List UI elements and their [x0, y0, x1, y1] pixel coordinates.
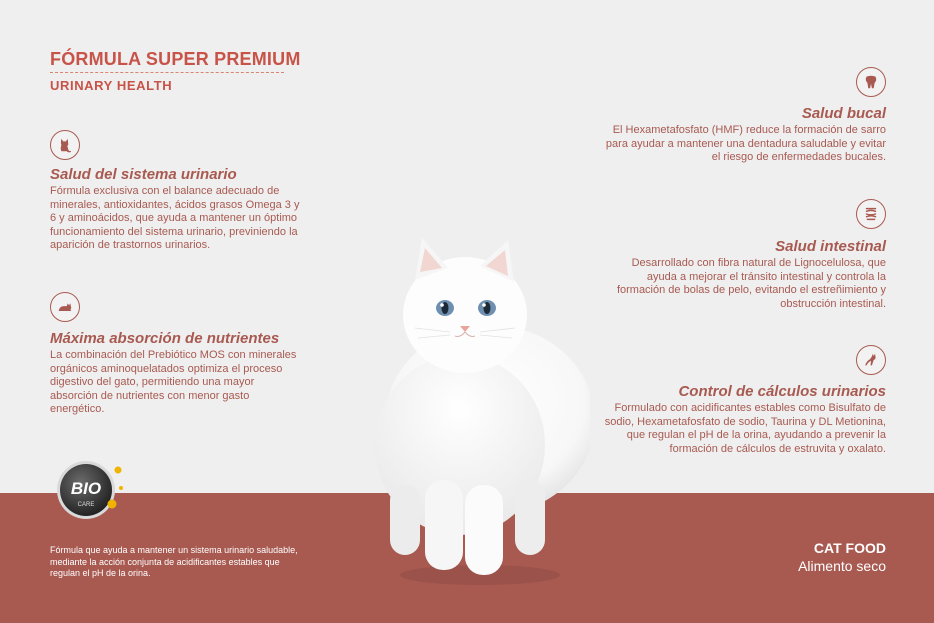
- bio-care-badge: [48, 458, 128, 522]
- feature-urinary-system: [50, 166, 300, 253]
- feature-oral-health: [600, 105, 886, 165]
- badge-main-text: BIO: [70, 479, 102, 498]
- product-title: CAT FOOD: [813, 540, 886, 556]
- feature-text: Desarrollado con fibra natural de Lignocelulosa, que ayuda a mejorar el tránsito intestinal y controla la formación de bolas de pelo, evitando el estreñimiento y obstrucción intestinal.: [616, 257, 886, 310]
- bottom-note: Fórmula que ayuda a mantener un sistema urinario saludable, mediante la acción conjunta de acidificantes estables que regulan el pH de la orina.: [50, 545, 298, 578]
- feature-title: Salud del sistema urinario: [50, 166, 237, 183]
- tooth-icon: [856, 67, 886, 97]
- brand-subtitle: URINARY HEALTH: [50, 78, 173, 93]
- feature-text: La combinación del Prebiótico MOS con minerales orgánicos aminoquelatados optimiza el proceso digestivo del gato, permitiendo una mayor absorción de nutrientes con menor gasto energético.: [50, 349, 297, 415]
- feature-title: Salud intestinal: [775, 238, 886, 255]
- feature-title: Salud bucal: [801, 105, 886, 122]
- product-subtitle: Alimento seco: [798, 558, 886, 574]
- badge-sub-text: CARE: [77, 502, 95, 508]
- feature-intestinal-health: [600, 238, 886, 311]
- cat-walking-icon: [856, 345, 886, 375]
- feature-title: Máxima absorción de nutrientes: [50, 330, 280, 347]
- brand-divider: [50, 72, 284, 73]
- white-cat-image: [330, 230, 590, 590]
- feature-title: Control de cálculos urinarios: [678, 383, 886, 400]
- intestine-icon: [856, 199, 886, 229]
- feature-nutrient-absorption: [50, 330, 300, 417]
- feature-urinary-stones: [600, 383, 886, 456]
- brand-title: FÓRMULA SUPER PREMIUM: [50, 49, 301, 69]
- feature-text: El Hexametafosfato (HMF) reduce la formación de sarro para ayudar a mantener una dentadura saludable y evitar el riesgo de enfermedades bucales.: [605, 124, 886, 163]
- cat-lying-icon: [50, 292, 80, 322]
- feature-text: Formulado con acidificantes estables como Bisulfato de sodio, Hexametafosfato de sodio, Taurina y DL Metionina, que regulan el pH de la orina, ayudando a prevenir la formación de cálculos de estruvita y oxalato.: [604, 402, 886, 455]
- cat-sitting-icon: [50, 130, 80, 160]
- feature-text: Fórmula exclusiva con el balance adecuado de minerales, antioxidantes, ácidos grasos Omega 3 y 6 y aminoácidos, que ayuda a mantener un óptimo funcionamiento del sistema urinario, previniendo la aparición de trastornos urinarios.: [50, 185, 300, 251]
